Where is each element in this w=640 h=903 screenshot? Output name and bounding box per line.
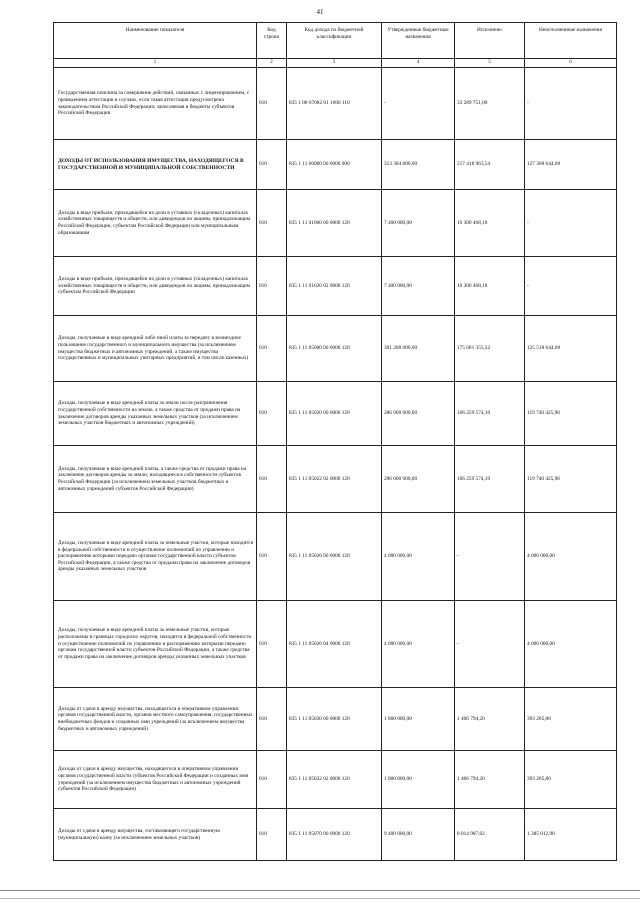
approved-amount: 286 000 000,00 <box>382 446 455 513</box>
unexecuted-amount: - <box>525 190 617 257</box>
indicator-name: Доходы, получаемые в виде арендной платы за земельные участки, которые находятся в федеральной собственности и осуществление полномочий по управлению и распоряжению которыми передано органам государственной власти субъектов Российской Федерации, а также средства от продажи права на заключение договоров аренды указанных земельных участков <box>54 513 257 601</box>
table-row <box>54 68 617 140</box>
line-code: 010 <box>257 140 287 190</box>
header-approved: Утвержденные бюджетные назначения <box>382 23 455 59</box>
column-number: 1 <box>54 59 257 68</box>
indicator-name: Доходы, получаемые в виде арендной либо иной платы за передачу в возмездное пользование государственного и муниципального имущества (за исключением имущества бюджетных и автономных учреждений, а также имущества государственных и муниципальных унитарных предприятий, в том числе казенных) <box>54 316 257 382</box>
line-code: 010 <box>257 513 287 601</box>
revenue-code: 835 1 11 05032 02 0000 120 <box>287 751 382 809</box>
unexecuted-amount: - <box>525 257 617 316</box>
page-edge-divider <box>0 898 640 899</box>
approved-amount: 1 800 000,00 <box>382 688 455 751</box>
executed-amount: 166 259 574,10 <box>455 446 525 513</box>
table-header-row <box>54 23 617 59</box>
approved-amount: 4 000 000,00 <box>382 513 455 601</box>
revenue-code: 835 1 11 00000 00 0000 000 <box>287 140 382 190</box>
revenue-code: 835 1 11 05026 04 0000 120 <box>287 601 382 688</box>
column-number: 3 <box>287 59 382 68</box>
table-row <box>54 316 617 382</box>
unexecuted-amount: 125 518 644,68 <box>525 316 617 382</box>
header-executed: Исполнено <box>455 23 525 59</box>
approved-amount: 4 000 000,00 <box>382 601 455 688</box>
column-number: 5 <box>455 59 525 68</box>
column-number: 4 <box>382 59 455 68</box>
unexecuted-amount: 4 000 000,00 <box>525 513 617 601</box>
header-unexecuted: Неисполненные назначения <box>525 23 617 59</box>
indicator-name: Государственная пошлина за совершение действий, связанных с лицензированием, с проведением аттестации в случаях, если такая аттестация предусмотрена законодательством Российской Федерации, зачисляемая в бюджеты субъектов Российской Федерации <box>54 68 257 140</box>
revenue-code: 835 1 11 05000 00 0000 120 <box>287 316 382 382</box>
line-code: 010 <box>257 316 287 382</box>
unexecuted-amount: - <box>525 68 617 140</box>
executed-amount: - <box>455 601 525 688</box>
approved-amount: 7 400 000,00 <box>382 190 455 257</box>
executed-amount: - <box>455 513 525 601</box>
table-row <box>54 190 617 257</box>
table-row <box>54 446 617 513</box>
page-bottom-divider <box>0 890 640 891</box>
table-row <box>54 809 617 861</box>
line-code: 010 <box>257 382 287 446</box>
unexecuted-amount: 119 740 425,90 <box>525 446 617 513</box>
executed-amount: 1 406 794,20 <box>455 751 525 809</box>
unexecuted-amount: 393 205,80 <box>525 688 617 751</box>
unexecuted-amount: 119 740 425,90 <box>525 382 617 446</box>
executed-amount: 33 289 751,00 <box>455 68 525 140</box>
column-number: 2 <box>257 59 287 68</box>
executed-amount: 166 259 574,10 <box>455 382 525 446</box>
indicator-name: Доходы от сдачи в аренду имущества, составляющего государственную (муниципальную) казну (за исключением земельных участков) <box>54 809 257 861</box>
line-code: 010 <box>257 751 287 809</box>
line-code: 010 <box>257 446 287 513</box>
page-number: 41 <box>316 8 324 16</box>
revenue-table <box>53 22 617 861</box>
line-code: 010 <box>257 809 287 861</box>
line-code: 010 <box>257 68 287 140</box>
column-number: 6 <box>525 59 617 68</box>
indicator-name: Доходы в виде прибыли, приходящейся на доли в уставных (складочных) капиталах хозяйственных товариществ и обществ, или дивидендов по акциям, принадлежащим Российской Федерации, субъектам Российской Федерации или муниципальным образованиям <box>54 190 257 257</box>
table-row <box>54 688 617 751</box>
revenue-code: 835 1 11 05022 02 0000 120 <box>287 446 382 513</box>
table-row <box>54 601 617 688</box>
line-code: 010 <box>257 601 287 688</box>
indicator-name: Доходы в виде прибыли, приходящейся на доли в уставных (складочных) капиталах хозяйственных товариществ и обществ, или дивидендов по акциям, принадлежащим субъектам Российской Федерации <box>54 257 257 316</box>
revenue-code: 835 1 08 07082 01 1000 110 <box>287 68 382 140</box>
executed-amount: 1 406 794,20 <box>455 688 525 751</box>
header-revenue-code: Код дохода по бюджетной классификации <box>287 23 382 59</box>
table-row <box>54 513 617 601</box>
revenue-code: 835 1 11 05070 00 0000 120 <box>287 809 382 861</box>
line-code: 010 <box>257 257 287 316</box>
header-line-code: Код строки <box>257 23 287 59</box>
executed-amount: 217 418 963,54 <box>455 140 525 190</box>
indicator-name: Доходы от сдачи в аренду имущества, находящегося в оперативном управлении органов государственной власти, органов местного самоуправления, государственных внебюджетных фондов и созданных ими учреждений (за исключением имущества бюджетных и автономных учреждений) <box>54 688 257 751</box>
table-row <box>54 751 617 809</box>
column-number-row <box>54 59 617 68</box>
executed-amount: 10 300 468,18 <box>455 190 525 257</box>
approved-amount: 286 000 000,00 <box>382 382 455 446</box>
unexecuted-amount: 4 000 000,00 <box>525 601 617 688</box>
revenue-code: 835 1 11 05026 00 0000 120 <box>287 513 382 601</box>
unexecuted-amount: 127 368 644,68 <box>525 140 617 190</box>
header-indicator-name: Наименование показателя <box>54 23 257 59</box>
approved-amount: 313 384 000,00 <box>382 140 455 190</box>
approved-amount: 1 800 000,00 <box>382 751 455 809</box>
indicator-name: Доходы, получаемые в виде арендной платы за земельные участки, которые расположены в границах городских округов, находятся в федеральной собственности и осуществление полномочий по управлению и распоряжению которыми передано органам государственной власти субъектов Российской Федерации, а также средства от продажи права на заключение договоров аренды указанных земельных участков <box>54 601 257 688</box>
approved-amount: 9 400 000,00 <box>382 809 455 861</box>
unexecuted-amount: 393 205,80 <box>525 751 617 809</box>
indicator-name: ДОХОДЫ ОТ ИСПОЛЬЗОВАНИЯ ИМУЩЕСТВА, НАХОДЯЩЕГОСЯ В ГОСУДАРСТВЕННОЙ И МУНИЦИПАЛЬНОЙ СОБСТВЕННОСТИ <box>54 140 257 190</box>
indicator-name: Доходы, получаемые в виде арендной платы за земли после разграничения государственной собственности на землю, а также средства от продажи права на заключение договоров аренды указанных земельных участков (за исключением земельных участков бюджетных и автономных учреждений) <box>54 382 257 446</box>
revenue-code: 835 1 11 05020 00 0000 120 <box>287 382 382 446</box>
table-row <box>54 382 617 446</box>
revenue-code: 835 1 11 01020 02 0000 120 <box>287 257 382 316</box>
indicator-name: Доходы, получаемые в виде арендной платы, а также средства от продажи права на заключение договоров аренды за земли, находящиеся в собственности субъектов Российской Федерации (за исключением земельных участков бюджетных и автономных учреждений субъектов Российской Федерации) <box>54 446 257 513</box>
indicator-name: Доходы от сдачи в аренду имущества, находящегося в оперативном управлении органов государственной власти субъектов Российской Федерации и созданных ими учреждений (за исключением имущества бюджетных и автономных учреждений субъектов Российской Федерации) <box>54 751 257 809</box>
approved-amount: 301 200 000,00 <box>382 316 455 382</box>
line-code: 010 <box>257 688 287 751</box>
table-row <box>54 257 617 316</box>
approved-amount: - <box>382 68 455 140</box>
executed-amount: 8 014 987,02 <box>455 809 525 861</box>
revenue-code: 835 1 11 01000 00 0000 120 <box>287 190 382 257</box>
unexecuted-amount: 1 385 012,98 <box>525 809 617 861</box>
approved-amount: 7 400 000,00 <box>382 257 455 316</box>
line-code: 010 <box>257 190 287 257</box>
table-row <box>54 140 617 190</box>
executed-amount: 175 681 355,32 <box>455 316 525 382</box>
executed-amount: 10 300 468,18 <box>455 257 525 316</box>
revenue-code: 835 1 11 05030 00 0000 120 <box>287 688 382 751</box>
